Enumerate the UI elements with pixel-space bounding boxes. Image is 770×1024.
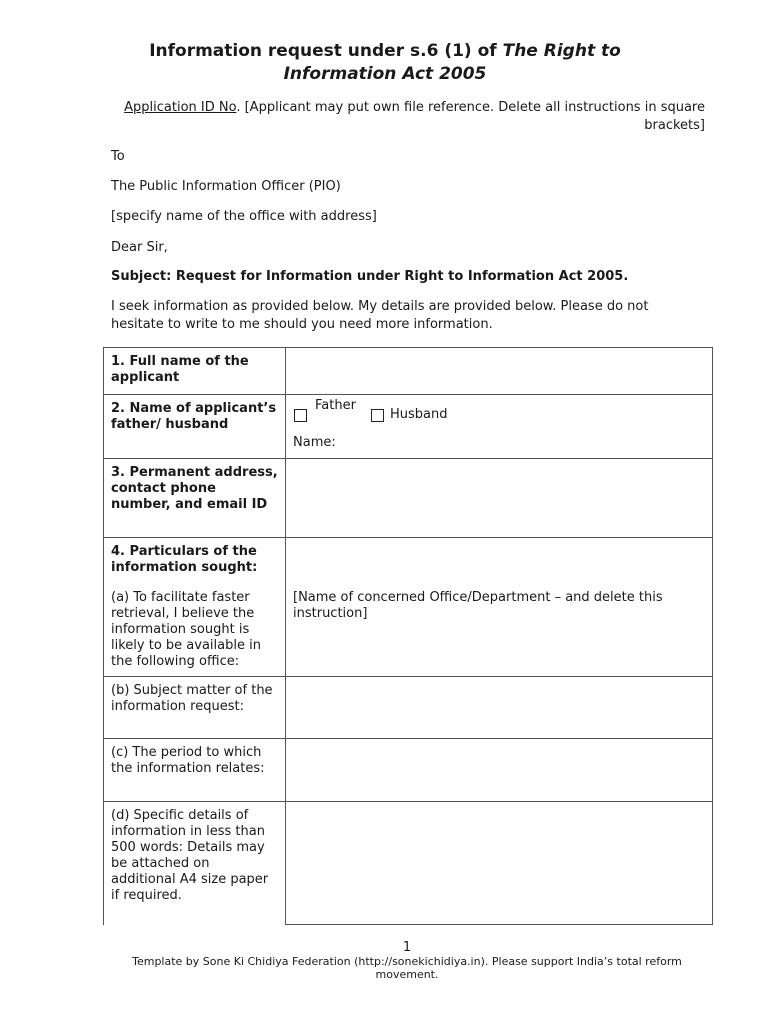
footer-text [100, 955, 714, 981]
table-row [104, 395, 713, 459]
q4d-label: (d) Specific details of information in less than 500 words: Details may be attached on additional A4 size paper if required. [104, 802, 286, 925]
father-checkbox[interactable] [294, 409, 307, 422]
page-number: 1 [402, 940, 412, 955]
relation-checkboxes [293, 398, 705, 431]
footer-link[interactable]: http://sonekichidiya.in [358, 955, 481, 968]
q2-answer-cell [286, 395, 713, 459]
footer-text-after: ). Please support India’s total reform movement. [375, 955, 682, 981]
q4b-label: (b) Subject matter of the information request: [104, 677, 286, 739]
footer-text-before: Template by Sone Ki Chidiya Federation ( [132, 955, 359, 968]
table-row [104, 538, 713, 677]
q1-answer-cell[interactable] [286, 348, 713, 395]
q4d-answer-cell[interactable] [286, 802, 713, 925]
q4b-answer-cell[interactable] [286, 677, 713, 739]
title-italic-1: The Right to [502, 41, 621, 61]
page-footer [100, 940, 714, 981]
title-italic-2: Information Act 2005 [283, 64, 487, 84]
to-line: To [111, 149, 125, 164]
subject-line: Subject: Request for Information under Right to Information Act 2005. [111, 269, 629, 284]
table-row [104, 459, 713, 538]
table-row [104, 677, 713, 739]
table-row [104, 348, 713, 395]
q4a-answer: [Name of concerned Office/Department – and delete this instruction] [293, 590, 663, 621]
q1-label: 1. Full name of the applicant [104, 348, 286, 395]
q2-label: 2. Name of applicant’s father/ husband [104, 395, 286, 459]
salutation: Dear Sir, [111, 240, 168, 255]
q4c-label: (c) The period to which the information relates: [104, 739, 286, 802]
q4-label-cell [104, 538, 286, 677]
husband-checkbox[interactable] [371, 409, 384, 422]
q4c-answer-cell[interactable] [286, 739, 713, 802]
application-id-label: Application ID No [124, 100, 237, 115]
pio-line: The Public Information Officer (PIO) [111, 179, 341, 194]
office-instruction: [specify name of the office with address] [111, 209, 377, 224]
name-label: Name: [293, 435, 336, 450]
q4a-label: (a) To facilitate faster retrieval, I believe the information sought is likely to be available in the following office: [111, 590, 261, 669]
table-row [104, 802, 713, 925]
table-row [104, 739, 713, 802]
father-label: Father [315, 398, 356, 413]
document-title [60, 40, 710, 86]
q4a-answer-cell[interactable] [286, 538, 713, 677]
q4-label: 4. Particulars of the information sought: [111, 544, 258, 575]
application-id-line [111, 99, 705, 135]
q3-answer-cell[interactable] [286, 459, 713, 538]
title-plain: Information request under s.6 (1) of [149, 41, 503, 61]
intro-paragraph: I seek information as provided below. My details are provided below. Please do not hesitate to write to me should you need more information. [111, 299, 649, 332]
request-form-table [103, 347, 713, 925]
q3-label: 3. Permanent address, contact phone number, and email ID [104, 459, 286, 538]
husband-label: Husband [390, 407, 448, 422]
application-id-instruction: . [Applicant may put own file reference. Delete all instructions in square brackets] [236, 100, 705, 133]
